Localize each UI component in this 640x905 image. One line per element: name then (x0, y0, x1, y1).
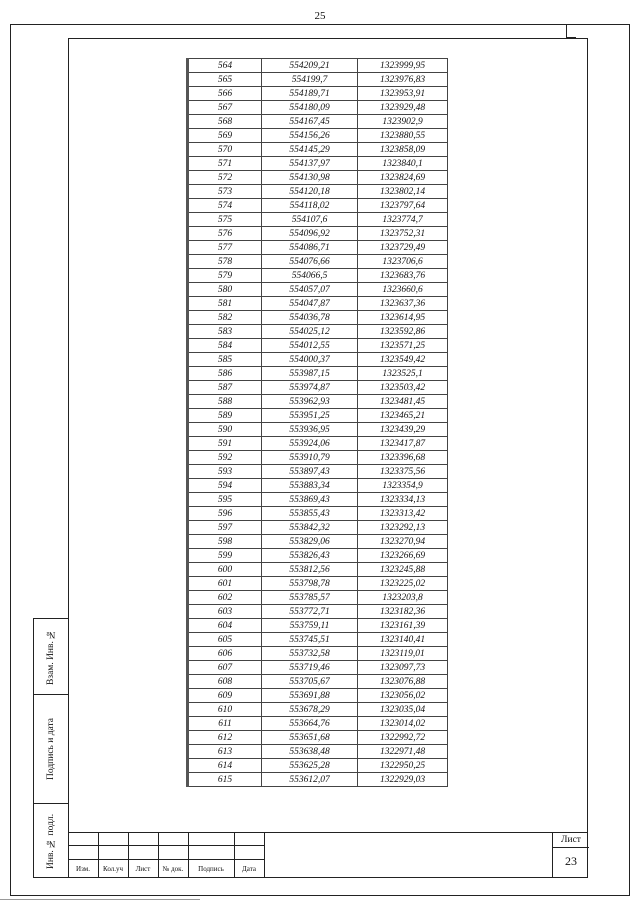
table-row (188, 157, 448, 171)
point-number-cell: 589 (188, 409, 262, 423)
x-coordinate-cell: 553745,51 (262, 633, 358, 647)
y-coordinate-cell: 1322929,03 (358, 773, 448, 787)
y-coordinate-cell: 1323858,09 (358, 143, 448, 157)
x-coordinate-cell: 553962,93 (262, 395, 358, 409)
sheet-number: 23 (565, 854, 577, 868)
y-coordinate-cell: 1323119,01 (358, 647, 448, 661)
point-number-cell: 573 (188, 185, 262, 199)
point-number-cell: 590 (188, 423, 262, 437)
table-row (188, 591, 448, 605)
x-coordinate-cell: 554096,92 (262, 227, 358, 241)
y-coordinate-cell: 1323929,48 (358, 101, 448, 115)
x-coordinate-cell: 554130,98 (262, 171, 358, 185)
y-coordinate-cell: 1323245,88 (358, 563, 448, 577)
x-coordinate-cell: 553785,57 (262, 591, 358, 605)
inv-original-label: Инв. № подл. (46, 813, 56, 869)
x-coordinate-cell: 554167,45 (262, 115, 358, 129)
point-number-cell: 583 (188, 325, 262, 339)
table-row (188, 255, 448, 269)
x-coordinate-cell: 553798,78 (262, 577, 358, 591)
y-coordinate-cell: 1323802,14 (358, 185, 448, 199)
x-coordinate-cell: 553936,95 (262, 423, 358, 437)
table-row (188, 297, 448, 311)
coordinates-table (186, 58, 448, 787)
point-number-cell: 615 (188, 773, 262, 787)
table-row (188, 115, 448, 129)
y-coordinate-cell: 1323056,02 (358, 689, 448, 703)
y-coordinate-cell: 1323161,39 (358, 619, 448, 633)
x-coordinate-cell: 553842,32 (262, 521, 358, 535)
y-coordinate-cell: 1323396,68 (358, 451, 448, 465)
point-number-cell: 576 (188, 227, 262, 241)
y-coordinate-cell: 1323840,1 (358, 157, 448, 171)
point-number-cell: 581 (188, 297, 262, 311)
table-row (188, 549, 448, 563)
table-row (188, 325, 448, 339)
y-coordinate-cell: 1323902,9 (358, 115, 448, 129)
col-sheet-label: Лист (135, 865, 151, 873)
x-coordinate-cell: 553651,68 (262, 731, 358, 745)
table-row (188, 381, 448, 395)
x-coordinate-cell: 553638,48 (262, 745, 358, 759)
x-coordinate-cell: 553625,28 (262, 759, 358, 773)
x-coordinate-cell: 553759,11 (262, 619, 358, 633)
x-coordinate-cell: 553826,43 (262, 549, 358, 563)
table-row (188, 73, 448, 87)
point-number-cell: 611 (188, 717, 262, 731)
point-number-cell: 588 (188, 395, 262, 409)
table-row (188, 423, 448, 437)
table-row (188, 745, 448, 759)
point-number-cell: 571 (188, 157, 262, 171)
table-row (188, 437, 448, 451)
point-number-cell: 593 (188, 465, 262, 479)
y-coordinate-cell: 1323976,83 (358, 73, 448, 87)
table-row (188, 185, 448, 199)
y-coordinate-cell: 1323999,95 (358, 59, 448, 73)
x-coordinate-cell: 554180,09 (262, 101, 358, 115)
point-number-cell: 606 (188, 647, 262, 661)
x-coordinate-cell: 554076,66 (262, 255, 358, 269)
point-number-cell: 609 (188, 689, 262, 703)
x-coordinate-cell: 554118,02 (262, 199, 358, 213)
x-coordinate-cell: 553951,25 (262, 409, 358, 423)
y-coordinate-cell: 1323503,42 (358, 381, 448, 395)
y-coordinate-cell: 1323880,55 (358, 129, 448, 143)
y-coordinate-cell: 1322992,72 (358, 731, 448, 745)
x-coordinate-cell: 553812,56 (262, 563, 358, 577)
point-number-cell: 595 (188, 493, 262, 507)
y-coordinate-cell: 1323439,29 (358, 423, 448, 437)
table-row (188, 129, 448, 143)
col-date-label: Дата (242, 865, 256, 873)
point-number-cell: 580 (188, 283, 262, 297)
point-number-cell: 564 (188, 59, 262, 73)
x-coordinate-cell: 554086,71 (262, 241, 358, 255)
point-number-cell: 599 (188, 549, 262, 563)
point-number-cell: 585 (188, 353, 262, 367)
table-row (188, 577, 448, 591)
y-coordinate-cell: 1323525,1 (358, 367, 448, 381)
table-row (188, 521, 448, 535)
point-number-cell: 605 (188, 633, 262, 647)
table-row (188, 619, 448, 633)
x-coordinate-cell: 553719,46 (262, 661, 358, 675)
y-coordinate-cell: 1323035,04 (358, 703, 448, 717)
table-row (188, 241, 448, 255)
sheet-box (552, 832, 588, 878)
x-coordinate-cell: 554107,6 (262, 213, 358, 227)
point-number-cell: 597 (188, 521, 262, 535)
x-coordinate-cell: 554057,07 (262, 283, 358, 297)
point-number-cell: 567 (188, 101, 262, 115)
table-row (188, 661, 448, 675)
side-divider (34, 803, 68, 804)
title-block-top-line (68, 832, 588, 833)
point-number-cell: 613 (188, 745, 262, 759)
y-coordinate-cell: 1323097,73 (358, 661, 448, 675)
table-row (188, 213, 448, 227)
point-number-cell: 575 (188, 213, 262, 227)
x-coordinate-cell: 553883,34 (262, 479, 358, 493)
coordinates-table-body (188, 59, 448, 787)
table-row (188, 689, 448, 703)
x-coordinate-cell: 554209,21 (262, 59, 358, 73)
y-coordinate-cell: 1323266,69 (358, 549, 448, 563)
point-number-cell: 614 (188, 759, 262, 773)
table-row (188, 507, 448, 521)
x-coordinate-cell: 553910,79 (262, 451, 358, 465)
point-number-cell: 602 (188, 591, 262, 605)
y-coordinate-cell: 1323014,02 (358, 717, 448, 731)
point-number-cell: 570 (188, 143, 262, 157)
table-row (188, 171, 448, 185)
point-number-cell: 578 (188, 255, 262, 269)
table-row (188, 759, 448, 773)
point-number-cell: 577 (188, 241, 262, 255)
col-qty-label: Кол.уч (103, 865, 123, 873)
y-coordinate-cell: 1323417,87 (358, 437, 448, 451)
y-coordinate-cell: 1323706,6 (358, 255, 448, 269)
point-number-cell: 612 (188, 731, 262, 745)
table-row (188, 493, 448, 507)
point-number-cell: 596 (188, 507, 262, 521)
x-coordinate-cell: 553678,29 (262, 703, 358, 717)
title-block-col-line (264, 832, 265, 878)
table-row (188, 311, 448, 325)
y-coordinate-cell: 1322971,48 (358, 745, 448, 759)
y-coordinate-cell: 1323571,25 (358, 339, 448, 353)
inv-replace-label: Взам. Инв. № (46, 628, 56, 686)
col-change-label: Изм. (76, 865, 90, 873)
y-coordinate-cell: 1323354,9 (358, 479, 448, 493)
point-number-cell: 579 (188, 269, 262, 283)
table-row (188, 773, 448, 787)
y-coordinate-cell: 1323076,88 (358, 675, 448, 689)
y-coordinate-cell: 1323481,45 (358, 395, 448, 409)
x-coordinate-cell: 553829,06 (262, 535, 358, 549)
point-number-cell: 582 (188, 311, 262, 325)
y-coordinate-cell: 1323729,49 (358, 241, 448, 255)
y-coordinate-cell: 1323334,13 (358, 493, 448, 507)
x-coordinate-cell: 553855,43 (262, 507, 358, 521)
side-divider (34, 694, 68, 695)
point-number-cell: 607 (188, 661, 262, 675)
table-row (188, 101, 448, 115)
x-coordinate-cell: 554137,97 (262, 157, 358, 171)
y-coordinate-cell: 1323637,36 (358, 297, 448, 311)
x-coordinate-cell: 553869,43 (262, 493, 358, 507)
y-coordinate-cell: 1323797,64 (358, 199, 448, 213)
y-coordinate-cell: 1323752,31 (358, 227, 448, 241)
table-row (188, 563, 448, 577)
x-coordinate-cell: 554189,71 (262, 87, 358, 101)
table-row (188, 367, 448, 381)
table-row (188, 703, 448, 717)
point-number-cell: 566 (188, 87, 262, 101)
table-row (188, 353, 448, 367)
point-number-cell: 592 (188, 451, 262, 465)
x-coordinate-cell: 553772,71 (262, 605, 358, 619)
y-coordinate-cell: 1323182,36 (358, 605, 448, 619)
y-coordinate-cell: 1323292,13 (358, 521, 448, 535)
x-coordinate-cell: 553612,07 (262, 773, 358, 787)
y-coordinate-cell: 1323683,76 (358, 269, 448, 283)
x-coordinate-cell: 553974,87 (262, 381, 358, 395)
sign-date-label: Подпись и дата (46, 718, 56, 781)
side-stamp (33, 618, 69, 878)
table-row (188, 199, 448, 213)
table-row (188, 633, 448, 647)
y-coordinate-cell: 1323592,86 (358, 325, 448, 339)
y-coordinate-cell: 1323225,02 (358, 577, 448, 591)
table-row (188, 731, 448, 745)
table-row (188, 535, 448, 549)
table-row (188, 465, 448, 479)
table-row (188, 339, 448, 353)
table-row (188, 605, 448, 619)
x-coordinate-cell: 554066,5 (262, 269, 358, 283)
y-coordinate-cell: 1323824,69 (358, 171, 448, 185)
table-row (188, 269, 448, 283)
table-row (188, 409, 448, 423)
point-number-cell: 594 (188, 479, 262, 493)
point-number-cell: 604 (188, 619, 262, 633)
x-coordinate-cell: 554012,55 (262, 339, 358, 353)
x-coordinate-cell: 554047,87 (262, 297, 358, 311)
x-coordinate-cell: 554199,7 (262, 73, 358, 87)
x-coordinate-cell: 554156,26 (262, 129, 358, 143)
y-coordinate-cell: 1323375,56 (358, 465, 448, 479)
x-coordinate-cell: 553987,15 (262, 367, 358, 381)
y-coordinate-cell: 1323465,21 (358, 409, 448, 423)
x-coordinate-cell: 553664,76 (262, 717, 358, 731)
point-number-cell: 610 (188, 703, 262, 717)
x-coordinate-cell: 554120,18 (262, 185, 358, 199)
x-coordinate-cell: 553691,88 (262, 689, 358, 703)
y-coordinate-cell: 1323774,7 (358, 213, 448, 227)
col-doc-label: № док. (162, 865, 184, 873)
y-coordinate-cell: 1323660,6 (358, 283, 448, 297)
table-row (188, 451, 448, 465)
point-number-cell: 584 (188, 339, 262, 353)
point-number-cell: 587 (188, 381, 262, 395)
y-coordinate-cell: 1323549,42 (358, 353, 448, 367)
table-row (188, 227, 448, 241)
table-row (188, 647, 448, 661)
point-number-cell: 568 (188, 115, 262, 129)
point-number-cell: 598 (188, 535, 262, 549)
point-number-cell: 608 (188, 675, 262, 689)
point-number-cell: 565 (188, 73, 262, 87)
x-coordinate-cell: 553705,67 (262, 675, 358, 689)
table-row (188, 143, 448, 157)
table-row (188, 59, 448, 73)
col-sign-label: Подпись (198, 865, 224, 873)
table-row (188, 717, 448, 731)
footer-rule (0, 899, 200, 900)
table-row (188, 675, 448, 689)
table-row (188, 87, 448, 101)
x-coordinate-cell: 554000,37 (262, 353, 358, 367)
page-number: 25 (314, 10, 326, 22)
x-coordinate-cell: 553897,43 (262, 465, 358, 479)
y-coordinate-cell: 1323953,91 (358, 87, 448, 101)
table-row (188, 283, 448, 297)
y-coordinate-cell: 1323313,42 (358, 507, 448, 521)
x-coordinate-cell: 553924,06 (262, 437, 358, 451)
x-coordinate-cell: 554025,12 (262, 325, 358, 339)
y-coordinate-cell: 1322950,25 (358, 759, 448, 773)
corner-tab (566, 24, 576, 38)
x-coordinate-cell: 554145,29 (262, 143, 358, 157)
y-coordinate-cell: 1323614,95 (358, 311, 448, 325)
table-row (188, 395, 448, 409)
point-number-cell: 603 (188, 605, 262, 619)
table-row (188, 479, 448, 493)
point-number-cell: 591 (188, 437, 262, 451)
point-number-cell: 600 (188, 563, 262, 577)
x-coordinate-cell: 554036,78 (262, 311, 358, 325)
point-number-cell: 569 (188, 129, 262, 143)
point-number-cell: 572 (188, 171, 262, 185)
sheet-label: Лист (561, 835, 581, 845)
point-number-cell: 601 (188, 577, 262, 591)
sheet-divider (553, 847, 589, 848)
x-coordinate-cell: 553732,58 (262, 647, 358, 661)
point-number-cell: 586 (188, 367, 262, 381)
point-number-cell: 574 (188, 199, 262, 213)
y-coordinate-cell: 1323270,94 (358, 535, 448, 549)
y-coordinate-cell: 1323140,41 (358, 633, 448, 647)
y-coordinate-cell: 1323203,8 (358, 591, 448, 605)
